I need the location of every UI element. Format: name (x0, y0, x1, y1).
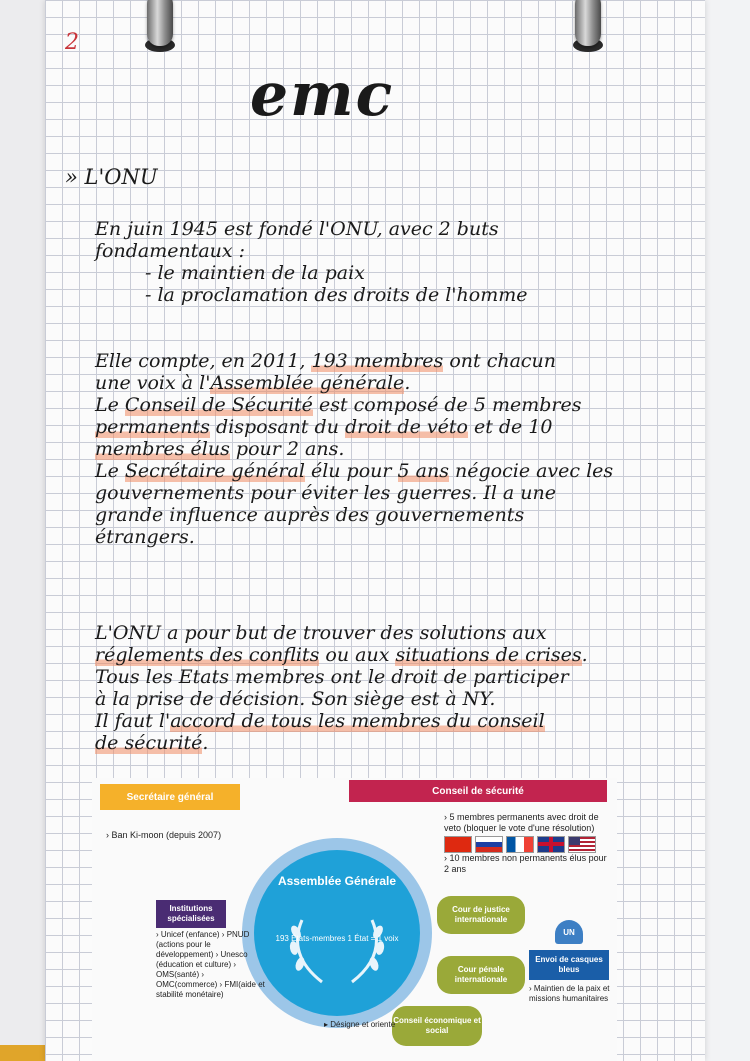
page-number: 2 (65, 30, 79, 55)
highlight: Secrétaire général (124, 460, 305, 482)
section-heading: » L'ONU (65, 165, 158, 189)
para2-line: membres élus pour 2 ans. (95, 438, 345, 460)
conseil-securite-box: Conseil de sécurité (349, 780, 607, 802)
conseil-nonpermanent-text: › 10 membres non permanents élus pour 2 ans (444, 853, 607, 874)
highlight: membres élus (95, 438, 230, 460)
un-helmet-icon: UN (555, 920, 583, 944)
para3-line: Il faut l'accord de tous les membres du conseil (95, 710, 545, 732)
para1-item: - la proclamation des droits de l'homme (145, 284, 528, 306)
para1-line: fondamentaux : (95, 240, 246, 262)
highlight: droit de véto (345, 416, 468, 438)
uk-flag-icon (537, 836, 565, 853)
page-background-left (0, 0, 45, 1061)
highlight: de sécurité (95, 732, 203, 754)
highlight: Conseil de Sécurité (124, 394, 313, 416)
highlight: 5 ans (397, 460, 449, 482)
para2-line: permanents disposant du droit de véto et de 10 (95, 416, 553, 438)
highlight: 193 membres (311, 350, 444, 372)
para1-item: - le maintien de la paix (145, 262, 365, 284)
paragraph-purpose (95, 622, 705, 754)
china-flag-icon (444, 836, 472, 853)
paragraph-founding (95, 218, 695, 306)
paragraph-structure (95, 350, 705, 548)
para3-line: réglements des conflits ou aux situations de crises. (95, 644, 588, 666)
usa-flag-icon (568, 836, 596, 853)
institutions-list: › Unicef (enfance) › PNUD (actions pour le développement) › Unesco (éducation et culture) › OMS(santé) › OMC(commerce) › FMI(aide et stabilité monétaire) (156, 930, 265, 999)
page-title: emc (250, 60, 395, 130)
institutions-box: Institutions spécialisées (156, 900, 226, 928)
para2-line: Elle compte, en 2011, 193 membres ont chacun (95, 350, 557, 372)
conseil-economique-tag: Conseil économique et social (392, 1006, 482, 1046)
para3-line: Tous les Etats membres ont le droit de participer (95, 666, 569, 688)
highlight: situations de crises (395, 644, 582, 666)
para3-line: de sécurité. (95, 732, 209, 754)
binder-ring-right (575, 0, 601, 46)
laurel-wreath-icon (282, 910, 392, 990)
designe-legend: ▸ Désigne et oriente (324, 1020, 396, 1029)
highlight: permanents (95, 416, 210, 438)
highlight: accord de tous les membres du conseil (170, 710, 545, 732)
para3-line: à la prise de décision. Son siège est à NY. (95, 688, 496, 710)
conseil-permanent-text: › 5 membres permanents avec droit de veto (bloquer le vote d'une résolution) (444, 812, 599, 833)
secretaire-general-name: › Ban Ki-moon (depuis 2007) (106, 830, 222, 840)
assemblee-count: 193 États-membres 1 État = 1 voix (275, 934, 399, 943)
para2-line: Le Secrétaire général élu pour 5 ans négocie avec les (95, 460, 614, 482)
para2-line: grande influence auprès des gouvernements (95, 504, 525, 526)
france-flag-icon (506, 836, 534, 853)
binder-ring-left (147, 0, 173, 46)
casques-bleus-text: › Maintien de la paix et missions humanitaires (529, 984, 610, 1003)
cour-penale-tag: Cour pénale internationale (437, 956, 525, 994)
casques-bleus-box: Envoi de casques bleus (529, 950, 609, 980)
secretaire-general-box: Secrétaire général (100, 784, 240, 810)
para2-line: gouvernements pour éviter les guerres. Il a une (95, 482, 557, 504)
assemblee-title: Assemblée Générale (277, 874, 397, 888)
onu-diagram (92, 778, 617, 1061)
para2-line: une voix à l'Assemblée générale. (95, 372, 411, 394)
flags-row (444, 836, 596, 853)
tab-strip (0, 1045, 45, 1061)
para2-line: Le Conseil de Sécurité est composé de 5 membres (95, 394, 582, 416)
para3-line: L'ONU a pour but de trouver des solutions aux (95, 622, 547, 644)
cour-justice-tag: Cour de justice internationale (437, 896, 525, 934)
russia-flag-icon (475, 836, 503, 853)
para1-line: En juin 1945 est fondé l'ONU, avec 2 buts (95, 218, 499, 240)
para2-line: étrangers. (95, 526, 195, 548)
highlight: réglements des conflits (95, 644, 320, 666)
highlight: Assemblée générale (210, 372, 405, 394)
